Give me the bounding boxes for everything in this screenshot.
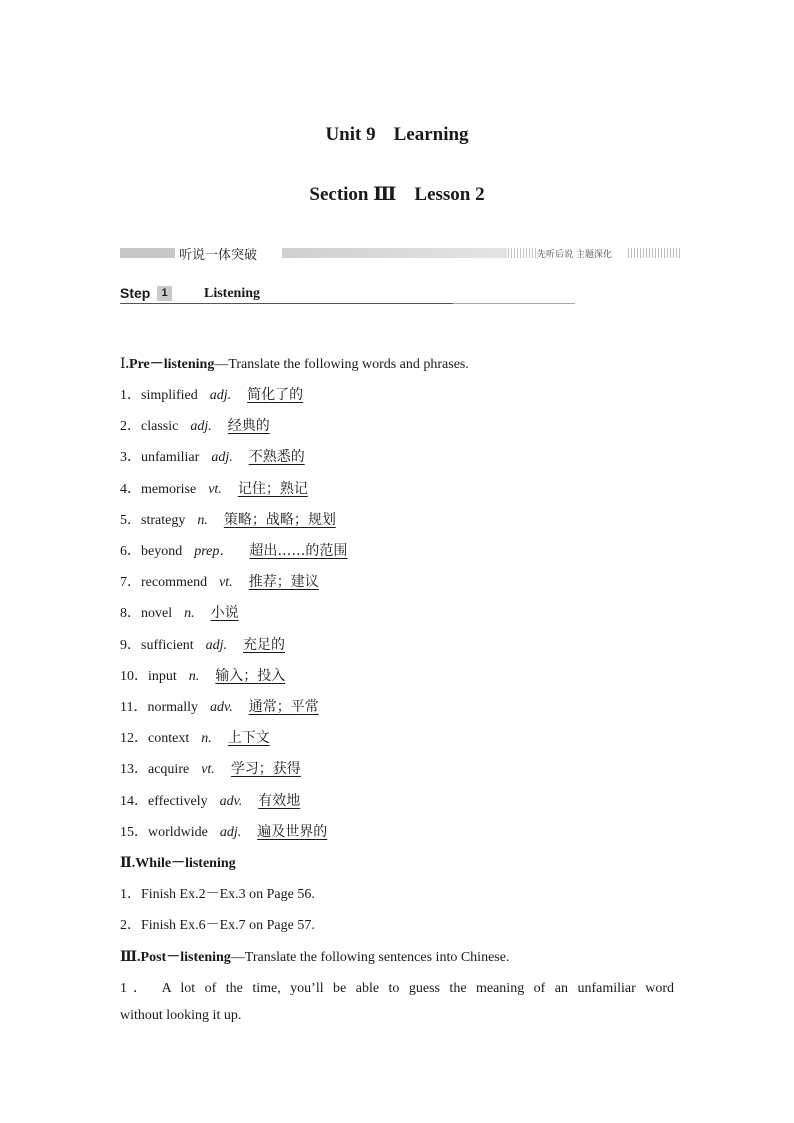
unit-number: Unit 9 (325, 124, 376, 145)
item-pos: adj. (209, 388, 232, 403)
section-label: Section Ⅲ (309, 184, 397, 205)
item-pos: adv. (219, 793, 243, 809)
item-pos: vt. (219, 575, 233, 591)
item-answer: 策略；战略；规划 (223, 511, 336, 528)
item-number: 8． (120, 606, 141, 622)
item-answer: 充足的 (243, 636, 286, 653)
item-number: 10． (120, 668, 148, 684)
item-answer: 通常；平常 (248, 699, 319, 715)
list-item (120, 790, 300, 810)
item-number: 1． (120, 388, 141, 403)
item-answer: 输入；投入 (215, 667, 286, 684)
item-number: 9． (120, 637, 141, 653)
item-pos: adv. (210, 700, 233, 715)
sentence-line-1: 1． A lot of the time, you’ll be able to guess the meaning of an unfamiliar word (120, 981, 674, 996)
banner-subtitle: 先听后说 主题深化 (537, 250, 612, 260)
step-word: Step (120, 285, 151, 301)
item-word: acquire (148, 762, 190, 778)
list-item (120, 727, 270, 747)
item-answer: 经典的 (227, 418, 270, 435)
item-pos: adj. (211, 450, 233, 466)
item-word: classic (141, 419, 179, 435)
banner-stripes (628, 248, 680, 258)
part1-numeral: Ⅰ (120, 357, 126, 372)
list-item (120, 571, 319, 591)
item-word: strategy (141, 512, 186, 528)
list-item (120, 446, 305, 466)
item-word: unfamiliar (141, 450, 200, 466)
item-word: novel (141, 606, 173, 622)
list-item (120, 665, 285, 685)
item-word: input (148, 668, 177, 684)
section-title (0, 183, 794, 206)
item-answer: 不熟悉的 (248, 449, 305, 466)
item-answer: 记住；熟记 (237, 480, 308, 497)
sentence-line-2: without looking it up. (120, 1008, 242, 1023)
item-number: 13． (120, 762, 148, 778)
item-number: 2． (120, 419, 141, 435)
part3-instruction: —Translate the following sentences into Chinese. (230, 950, 510, 965)
item-word: memorise (141, 481, 197, 497)
banner-bar-mid (282, 248, 507, 258)
lesson-label: Lesson 2 (414, 184, 485, 205)
part2-heading (120, 852, 236, 872)
item-number: 2． (120, 918, 141, 933)
item-answer: 超出……的范围 (249, 543, 348, 559)
item-number: 6． (120, 544, 141, 559)
item-pos: n. (184, 606, 195, 622)
step-header (120, 284, 575, 306)
item-pos: n. (188, 668, 200, 684)
item-word: sufficient (141, 637, 194, 653)
part1-instruction: —Translate the following words and phrases. (214, 357, 469, 372)
item-number: 5． (120, 512, 141, 528)
banner-bar-left (120, 248, 175, 258)
item-number: 11． (120, 700, 148, 715)
step-rule-light (453, 303, 575, 304)
unit-title (0, 124, 794, 146)
item-pos: adj. (190, 419, 212, 435)
section-banner (120, 243, 680, 263)
item-pos: adj. (205, 637, 228, 653)
item-number: 1． (120, 887, 141, 902)
item-pos: vt. (208, 481, 222, 497)
part3-heading (120, 946, 509, 966)
item-answer: 小说 (210, 605, 239, 622)
banner-dots (508, 248, 536, 258)
item-answer: 推荐；建议 (248, 574, 319, 591)
step-rule-dark (120, 303, 453, 304)
list-item (120, 415, 270, 435)
item-number: 4． (120, 481, 141, 497)
item-number: 12． (120, 731, 148, 747)
part2-title: Ⅱ.While－listening (120, 856, 236, 871)
item-word: normally (147, 700, 199, 715)
part1-heading (120, 353, 469, 373)
list-item (120, 883, 315, 903)
step-name: Listening (204, 286, 261, 301)
item-word: recommend (141, 575, 208, 591)
item-word: worldwide (148, 824, 208, 840)
part1-title: .Pre－listening (125, 357, 215, 372)
item-answer: 学习；获得 (230, 761, 301, 778)
list-item (120, 696, 319, 716)
item-number: 3． (120, 450, 141, 466)
item-number: 14． (120, 793, 148, 809)
list-item (120, 821, 327, 841)
list-item (120, 634, 285, 654)
unit-topic: Learning (393, 124, 469, 145)
item-word: effectively (148, 793, 208, 809)
item-text: Finish Ex.2－Ex.3 on Page 56. (141, 887, 315, 902)
item-pos: prep． (194, 544, 234, 559)
item-text: Finish Ex.6－Ex.7 on Page 57. (141, 918, 315, 933)
step-number: 1 (157, 286, 172, 301)
item-answer: 有效地 (258, 792, 301, 809)
list-item (120, 478, 308, 498)
item-answer: 遍及世界的 (257, 823, 328, 840)
item-pos: n. (197, 512, 208, 528)
item-word: simplified (141, 388, 198, 403)
item-answer: 简化了的 (247, 387, 304, 403)
banner-label: 听说一体突破 (179, 248, 258, 263)
item-number: 7． (120, 575, 141, 591)
list-item (120, 384, 303, 404)
item-pos: n. (201, 731, 212, 747)
item-pos: vt. (201, 762, 215, 778)
list-item (120, 758, 301, 778)
list-item (120, 914, 315, 934)
part3-title: Ⅲ.Post－listening (120, 950, 231, 965)
list-item (120, 509, 336, 529)
item-pos: adj. (219, 824, 242, 840)
list-item (120, 602, 239, 622)
item-word: beyond (141, 544, 183, 559)
list-item (120, 540, 347, 560)
item-answer: 上下文 (227, 730, 270, 747)
item-word: context (148, 731, 190, 747)
item-number: 15． (120, 824, 148, 840)
